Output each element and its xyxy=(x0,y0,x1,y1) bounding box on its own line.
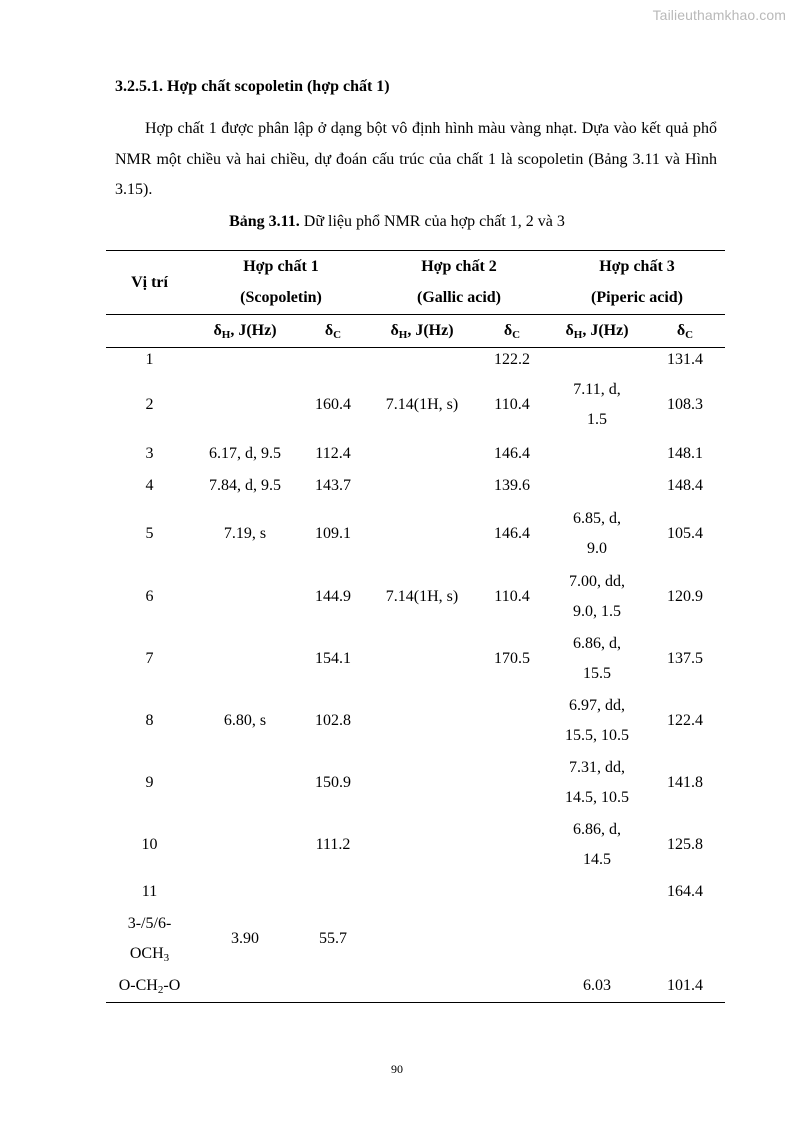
cell-c2 xyxy=(475,690,549,752)
delta-h-header: $\delta_H$, J(Hz) xyxy=(549,315,645,348)
cell-h1: 7.84, d, 9.5 xyxy=(209,476,281,494)
cell-h3 xyxy=(549,470,645,502)
cell-h3 xyxy=(549,348,645,373)
cell-h1: 6.17, d, 9.5 xyxy=(209,444,281,462)
caption-text: Dữ liệu phổ NMR của hợp chất 1, 2 và 3 xyxy=(299,213,565,230)
cell-h1 xyxy=(193,566,297,628)
compound-1-subtitle: (Scopoletin) xyxy=(240,289,322,307)
cell-c1: 144.9 xyxy=(315,587,351,605)
nmr-table xyxy=(106,250,725,1003)
caption-label: Bảng 3.11. xyxy=(229,213,300,230)
cell-h3: 6.86, d, 15.5 xyxy=(573,634,621,682)
cell-c3: 137.5 xyxy=(667,649,703,667)
cell-c3: 141.8 xyxy=(667,773,703,791)
cell-h1 xyxy=(193,348,297,373)
cell-c1: 109.1 xyxy=(315,524,351,542)
cell-c3: 105.4 xyxy=(667,524,703,542)
delta-h-header: $\delta_H$, J(Hz) xyxy=(193,315,297,348)
cell-h2 xyxy=(369,971,475,1003)
cell-c2: 110.4 xyxy=(494,587,530,605)
cell-c1 xyxy=(297,876,369,908)
position-header: Vị trí xyxy=(106,251,193,315)
cell-h2 xyxy=(369,690,475,752)
cell-c2: 110.4 xyxy=(494,396,530,413)
cell-h2 xyxy=(369,876,475,908)
cell-pos: 10 xyxy=(141,835,158,853)
cell-c1: 55.7 xyxy=(319,930,347,947)
cell-h2 xyxy=(369,502,475,566)
cell-h3: 6.97, dd, 15.5, 10.5 xyxy=(565,696,629,744)
cell-pos: 5 xyxy=(145,524,154,542)
cell-h2: 7.14(1H, s) xyxy=(385,587,459,605)
table-row xyxy=(106,502,725,566)
cell-h2 xyxy=(369,752,475,814)
cell-pos: 9 xyxy=(145,773,154,791)
table-row xyxy=(106,876,725,908)
cell-pos: 6 xyxy=(145,587,154,605)
delta-h-header: $\delta_H$, J(Hz) xyxy=(369,315,475,348)
paragraph-text: Hợp chất 1 được phân lập ở dạng bột vô định hình màu vàng nhạt. Dựa vào kết quả phổ NMR một chiều và hai chiều, dự đoán cấu trúc của chất 1 là scopoletin (Bảng 3.11 và Hình 3.15). xyxy=(115,120,717,198)
table-caption xyxy=(0,213,794,231)
delta-c-header: $\delta_C$ xyxy=(297,315,369,348)
table-row xyxy=(106,566,725,628)
table-row xyxy=(106,752,725,814)
cell-c3: 108.3 xyxy=(667,396,703,413)
cell-c2: 170.5 xyxy=(494,649,530,667)
cell-c2 xyxy=(475,908,549,971)
cell-pos: 11 xyxy=(141,882,158,900)
cell-h2 xyxy=(369,348,475,373)
cell-h3 xyxy=(549,908,645,971)
cell-c1: 112.4 xyxy=(315,444,351,462)
cell-c2 xyxy=(475,876,549,908)
table-row xyxy=(106,971,725,1003)
cell-c2: 146.4 xyxy=(494,444,530,462)
cell-h3: 7.00, dd, 9.0, 1.5 xyxy=(569,572,625,620)
cell-c1: 154.1 xyxy=(315,649,351,667)
cell-c1: 111.2 xyxy=(315,835,351,853)
table-row xyxy=(106,348,725,373)
cell-h3: 6.86, d, 14.5 xyxy=(573,820,621,868)
table-row xyxy=(106,438,725,470)
cell-h2 xyxy=(369,908,475,971)
compound-1-title: Hợp chất 1 xyxy=(193,251,369,283)
cell-c1 xyxy=(297,348,369,373)
page-number: 90 xyxy=(391,1062,403,1076)
cell-h1 xyxy=(193,628,297,690)
cell-c1: 150.9 xyxy=(315,773,351,791)
cell-c2 xyxy=(475,752,549,814)
table-row xyxy=(106,470,725,502)
cell-h1: 6.80, s xyxy=(223,711,267,729)
cell-c1: 160.4 xyxy=(315,396,351,413)
table-row xyxy=(106,814,725,876)
cell-pos: 4 xyxy=(145,476,154,494)
cell-c3: 164.4 xyxy=(667,882,703,900)
cell-h3 xyxy=(549,438,645,470)
cell-h3: 6.03 xyxy=(549,971,645,1003)
cell-h1 xyxy=(193,814,297,876)
cell-pos: 3 xyxy=(145,444,154,462)
cell-c3 xyxy=(645,908,725,971)
cell-c3: 131.4 xyxy=(667,351,703,369)
cell-c2: 146.4 xyxy=(494,524,530,542)
cell-pos: 8 xyxy=(145,711,154,729)
cell-c1 xyxy=(297,971,369,1003)
cell-pos: 3-/5/6- $OCH_3$ xyxy=(127,915,172,964)
cell-c3: 148.1 xyxy=(667,444,703,462)
cell-c1: 102.8 xyxy=(315,711,351,729)
delta-c-header: $\delta_C$ xyxy=(645,315,725,348)
cell-h1 xyxy=(193,971,297,1003)
cell-c2 xyxy=(475,971,549,1003)
table-row xyxy=(106,373,725,438)
cell-h2 xyxy=(369,470,475,502)
cell-h3: 7.11, d, 1.5 xyxy=(573,381,621,428)
cell-pos: 1 xyxy=(145,351,154,369)
compound-3-title: Hợp chất 3 xyxy=(549,251,725,283)
cell-h2 xyxy=(369,814,475,876)
cell-h3: 7.31, dd, 14.5, 10.5 xyxy=(565,758,629,806)
cell-h1: 3.90 xyxy=(231,930,259,947)
cell-c3: 122.4 xyxy=(667,711,703,729)
cell-h1 xyxy=(193,752,297,814)
cell-c1: 143.7 xyxy=(315,476,351,494)
cell-h3 xyxy=(549,876,645,908)
cell-h1: 7.19, s xyxy=(223,524,267,542)
compound-2-title: Hợp chất 2 xyxy=(369,251,549,283)
cell-c3: 120.9 xyxy=(667,587,703,605)
cell-c2: 139.6 xyxy=(494,476,530,494)
compound-3-subtitle: (Piperic acid) xyxy=(591,289,683,307)
empty-header-cell xyxy=(106,315,193,348)
compound-2-subtitle: (Gallic acid) xyxy=(417,289,501,307)
cell-h2 xyxy=(369,438,475,470)
cell-pos: 2 xyxy=(145,396,154,413)
cell-c3: 148.4 xyxy=(667,476,703,494)
table-row xyxy=(106,908,725,971)
cell-h2 xyxy=(369,628,475,690)
cell-c3: 125.8 xyxy=(667,835,703,853)
cell-pos: 7 xyxy=(145,649,154,667)
cell-h1 xyxy=(193,373,297,438)
cell-c2: 122.2 xyxy=(494,351,530,369)
table-row xyxy=(106,690,725,752)
section-heading: 3.2.5.1. Hợp chất scopoletin (hợp chất 1) xyxy=(115,78,390,95)
cell-h3: 6.85, d, 9.0 xyxy=(573,509,621,557)
body-paragraph xyxy=(115,114,717,206)
cell-h2: 7.14(1H, s) xyxy=(385,396,459,413)
table-row xyxy=(106,628,725,690)
cell-c3: 101.4 xyxy=(645,971,725,1003)
watermark: Tailieuthamkhao.com xyxy=(652,7,786,23)
cell-h1 xyxy=(193,876,297,908)
cell-c2 xyxy=(475,814,549,876)
cell-pos: $O-CH_2-O$ xyxy=(106,971,193,1003)
delta-c-header: $\delta_C$ xyxy=(475,315,549,348)
